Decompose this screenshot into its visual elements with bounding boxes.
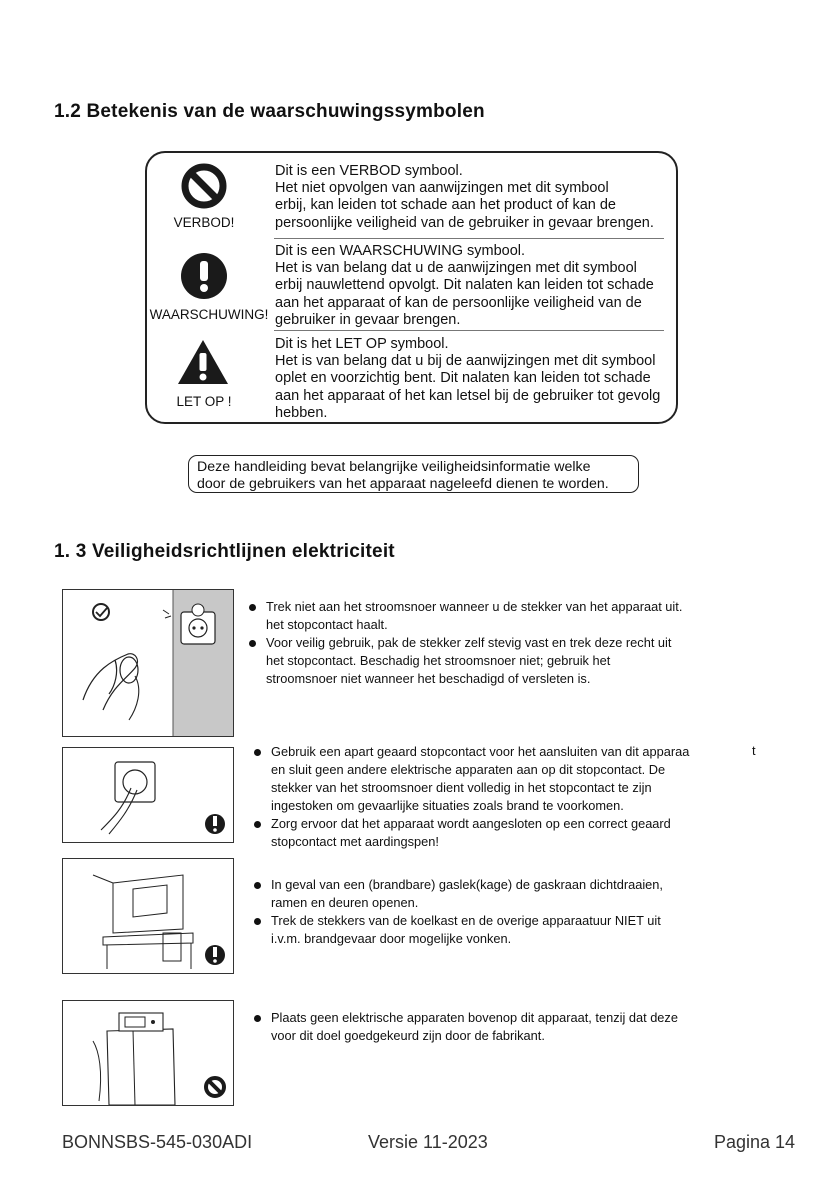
section-title-electricity: 1. 3 Veiligheidsrichtlijnen elektriciteit [54,541,395,562]
hand-plug-illustration [63,590,233,736]
bullet-list [252,876,772,948]
list-item: In geval van een (brandbare) gaslek(kage) de gaskraan dichtdraaien, ramen en deuren openen. [252,876,772,912]
section-title-symbols: 1.2 Betekenis van de waarschuwingssymbolen [54,101,485,122]
illustration-no-appliances-on-top [62,1000,234,1106]
list-item: Trek niet aan het stroomsnoer wanneer u de stekker van het apparaat uit. het stopcontact haalt. [247,598,787,634]
symbol-label-verbod: VERBOD! [173,215,235,230]
list-item: Plaats geen elektrische apparaten bovenop dit apparaat, tenzij dat deze voor dit doel goedgekeurd zijn door de fabrikant. [252,1009,772,1045]
list-item: Voor veilig gebruik, pak de stekker zelf stevig vast en trek deze recht uit het stopcontact. Beschadig het stroomsnoer niet; gebruik het stroomsnoer niet wanneer het beschadigd of versleten is. [247,634,787,688]
footer-page-number: Pagina 14 [714,1132,796,1152]
divider [274,330,664,331]
illustration-unplug [62,589,234,737]
bullet-list [252,743,742,851]
footer-model: BONNSBS-545-030ADI [62,1132,253,1152]
fridge-illustration [63,1001,233,1105]
symbol-label-waarschuwing: WAARSCHUWING! [149,307,269,322]
list-item: Gebruik een apart geaard stopcontact voor het aansluiten van dit apparaa en sluit geen andere elektrische apparaten aan op dit stopcontact. De stekker van het stroomsnoer dient volledig in het stopcontact te zijn ingestoken om gevaarlijke situaties zoals brand te voorkomen. [252,743,742,815]
kitchen-illustration [63,859,233,973]
prohibition-icon [180,162,228,210]
warning-triangle-icon [176,338,230,386]
symbol-label-let-op: LET OP ! [176,394,232,409]
symbol-text-waarschuwing: Dit is een WAARSCHUWING symbool. Het is van belang dat u de aanwijzingen met dit symbool erbij nauwlettend opvolgt. Dit nalaten kan leiden tot schade aan het apparaat of kan de persoonlijke veiligheid van de gebruiker in gevaar brengen. [275,243,654,328]
wall-socket-illustration [63,748,233,842]
exclamation-circle-icon [180,252,228,300]
illustration-socket [62,747,234,843]
list-item: Zorg ervoor dat het apparaat wordt aangesloten op een correct geaard stopcontact met aardingspen! [252,815,742,851]
safety-note: Deze handleiding bevat belangrijke veiligheidsinformatie welke door de gebruikers van het apparaat nageleefd dienen te worden. [188,455,639,493]
bullet-list [247,598,787,688]
footer-version: Versie 11-2023 [368,1132,488,1152]
symbol-text-let-op: Dit is het LET OP symbool. Het is van belang dat u bij de aanwijzingen met dit symbool oplet en voorzichtig bent. Dit nalaten kan leiden tot schade aan het apparaat of het kan letsel bij de gebruiker tot gevolg hebben. [275,336,661,421]
stray-character: t [752,743,756,758]
symbol-text-verbod: Dit is een VERBOD symbool. Het niet opvolgen van aanwijzingen met dit symbool erbij, kan leiden tot schade aan het product of kan de persoonlijke veiligheid van de gebruiker in gevaar brengen. [275,163,654,231]
divider [274,238,664,239]
list-item: Trek de stekkers van de koelkast en de overige apparaatuur NIET uit i.v.m. brandgevaar door mogelijke vonken. [252,912,772,948]
illustration-gas-leak [62,858,234,974]
bullet-list [252,1009,772,1045]
